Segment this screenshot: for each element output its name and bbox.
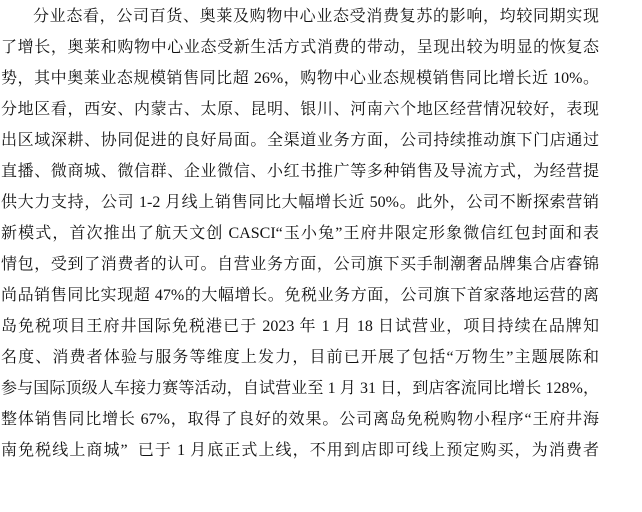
document-body [1, 1, 599, 466]
paragraph-line: 供大力支持，公司 1-2 月线上销售同比大幅增长近 50%。此外，公司不断探索营销 [1, 194, 599, 211]
paragraph-line: 南免税线上商城” 已于 1 月底正式上线，不用到店即可线上预定购买，为消费者 [1, 442, 599, 459]
paragraph-line: 分业态看，公司百货、奥莱及购物中心业态受消费复苏的影响，均较同期实现 [33, 8, 599, 25]
paragraph-line: 尚品销售同比实现超 47%的大幅增长。免税业务方面，公司旗下首家落地运营的离 [1, 287, 599, 304]
paragraph-line: 整体销售同比增长 67%，取得了良好的效果。公司离岛免税购物小程序“王府井海 [1, 411, 599, 428]
paragraph-line: 名度、消费者体验与服务等维度上发力，目前已开展了包括“万物生”主题展陈和 [1, 349, 599, 366]
paragraph-line: 岛免税项目王府井国际免税港已于 2023 年 1 月 18 日试营业，项目持续在品牌知 [1, 318, 599, 335]
paragraph-line: 了增长，奥莱和购物中心业态受新生活方式消费的带动，呈现出较为明显的恢复态 [1, 39, 599, 56]
paragraph-line: 参与国际顶级人车接力赛等活动，自试营业至 1 月 31 日，到店客流同比增长 128%， [1, 380, 599, 397]
paragraph-line: 新模式，首次推出了航天文创 CASCI“玉小兔”王府井限定形象微信红包封面和表 [1, 225, 599, 242]
paragraph-line: 势，其中奥莱业态规模销售同比超 26%，购物中心业态规模销售同比增长近 10%。 [1, 70, 599, 87]
paragraph-line: 直播、微商城、微信群、企业微信、小红书推广等多种销售及导流方式，为经营提 [1, 163, 599, 180]
paragraph-line: 出区域深耕、协同促进的良好局面。全渠道业务方面，公司持续推动旗下门店通过 [1, 132, 599, 149]
paragraph-line: 分地区看，西安、内蒙古、太原、昆明、银川、河南六个地区经营情况较好，表现 [1, 101, 599, 118]
paragraph-line: 情包，受到了消费者的认可。自营业务方面，公司旗下买手制潮奢品牌集合店睿锦 [1, 256, 599, 273]
